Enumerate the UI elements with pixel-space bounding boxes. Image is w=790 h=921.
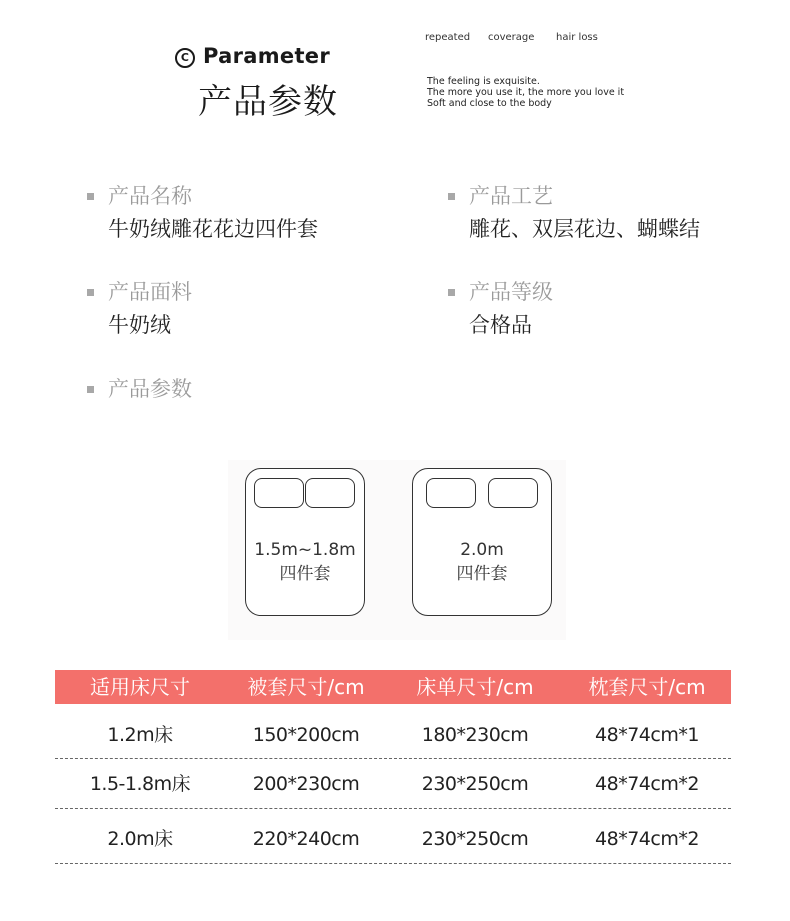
info-value: 合格品	[469, 313, 532, 337]
pillow-icon	[426, 478, 476, 508]
tag-repeated: repeated	[425, 32, 471, 43]
info-parameters	[87, 374, 407, 404]
table-cell: 1.2m床	[107, 724, 173, 746]
bed-illustration-1	[245, 468, 365, 616]
table-row	[55, 809, 731, 864]
info-label: 产品名称	[87, 181, 407, 211]
bed-size-label: 1.5m~1.8m	[254, 540, 356, 560]
table-row	[55, 710, 731, 759]
column-header-duvet-size: 被套尺寸/cm	[247, 675, 365, 699]
square-bullet-icon	[448, 289, 455, 296]
info-label: 产品参数	[87, 374, 407, 404]
info-craft	[448, 181, 768, 244]
tagline-line: Soft and close to the body	[427, 98, 552, 109]
bed-illustration-2	[412, 468, 552, 616]
square-bullet-icon	[87, 289, 94, 296]
table-cell: 230*250cm	[421, 828, 529, 850]
copyright-icon: C	[175, 48, 195, 68]
bed-size-label: 2.0m	[460, 540, 504, 560]
bed-set-label: 四件套	[456, 564, 508, 584]
info-label: 产品面料	[87, 277, 407, 307]
info-label: 产品等级	[448, 277, 768, 307]
tag-hair-loss: hair loss	[556, 32, 598, 43]
tagline-line: The more you use it, the more you love it	[427, 87, 625, 98]
column-header-bed-size: 适用床尺寸	[90, 675, 190, 699]
table-cell: 48*74cm*2	[595, 773, 699, 795]
square-bullet-icon	[87, 386, 94, 393]
table-row	[55, 759, 731, 809]
info-value: 雕花、双层花边、蝴蝶结	[469, 217, 700, 241]
table-cell: 2.0m床	[107, 828, 173, 850]
info-value: 牛奶绒	[108, 313, 171, 337]
table-cell: 1.5-1.8m床	[89, 773, 191, 795]
table-cell: 150*200cm	[252, 724, 360, 746]
column-header-sheet-size: 床单尺寸/cm	[416, 675, 534, 699]
table-cell: 48*74cm*2	[595, 828, 699, 850]
pillow-icon	[254, 478, 304, 508]
pillow-icon	[488, 478, 538, 508]
column-header-pillowcase-size: 枕套尺寸/cm	[588, 675, 706, 699]
info-label: 产品工艺	[448, 181, 768, 211]
tagline-line: The feeling is exquisite.	[427, 76, 540, 87]
table-cell: 180*230cm	[421, 724, 529, 746]
pillow-icon	[305, 478, 355, 508]
bed-set-label: 四件套	[279, 564, 331, 584]
table-cell: 230*250cm	[421, 773, 529, 795]
size-table-header	[55, 670, 731, 704]
info-product-name	[87, 181, 407, 244]
table-cell: 200*230cm	[252, 773, 360, 795]
square-bullet-icon	[87, 193, 94, 200]
table-cell: 220*240cm	[252, 828, 360, 850]
square-bullet-icon	[448, 193, 455, 200]
info-grade	[448, 277, 768, 340]
tag-coverage: coverage	[488, 32, 535, 43]
info-value: 牛奶绒雕花花边四件套	[108, 217, 318, 241]
parameter-title-en: C Parameter	[175, 44, 330, 68]
parameter-title-cn: 产品参数	[198, 82, 338, 122]
table-cell: 48*74cm*1	[595, 724, 699, 746]
info-fabric	[87, 277, 407, 340]
tagline	[427, 76, 624, 109]
